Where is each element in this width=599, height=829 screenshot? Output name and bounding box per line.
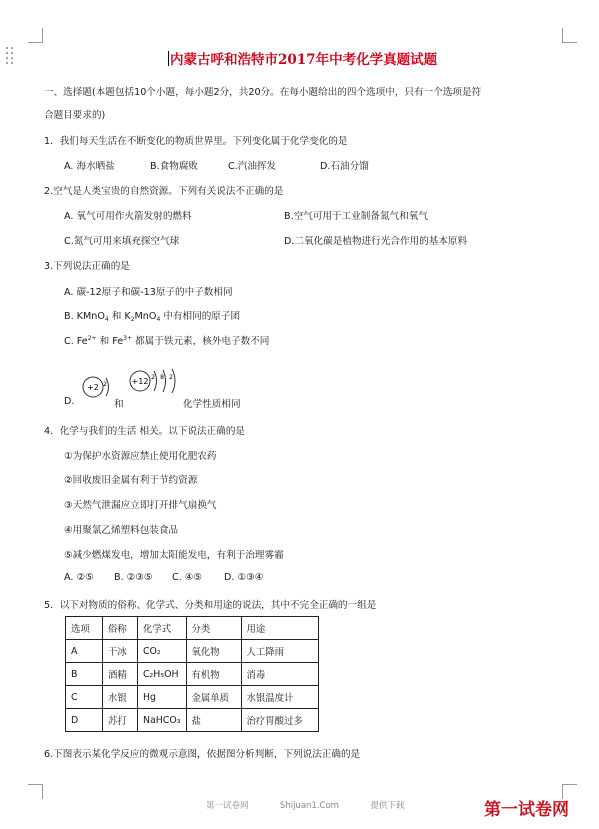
section-heading-line1: 一、选择题(本题包括10个小题，每小题2分，共20分。在每小题给出的四个选项中，只有一个选项是符 bbox=[44, 87, 482, 98]
atom2-shell3-label: 2 bbox=[169, 374, 173, 381]
document-title bbox=[168, 48, 468, 68]
q3-c-sup2: 3+ bbox=[123, 335, 133, 342]
table-row bbox=[66, 663, 319, 686]
table-header-row bbox=[66, 617, 319, 640]
q4-options bbox=[64, 572, 263, 583]
q3-b-pre: B. KMnO bbox=[64, 311, 105, 322]
atom2-shell2-label: 8 bbox=[160, 374, 164, 381]
q3-b-sub1: 4 bbox=[104, 316, 109, 323]
q2-option-a: A. 氧气可用作火箭发射的燃料 bbox=[64, 211, 192, 222]
q3-option-b bbox=[64, 308, 240, 323]
table-cell: 苏打 bbox=[103, 709, 138, 732]
page-footer bbox=[206, 799, 404, 811]
table-row bbox=[66, 640, 319, 663]
table-cell: NaHCO₃ bbox=[138, 709, 187, 732]
q3-option-d-text: 化学性质相同 bbox=[183, 399, 241, 410]
text-cursor bbox=[168, 51, 169, 66]
q3-option-d-and: 和 bbox=[114, 399, 124, 410]
q3-c-sup1: 2+ bbox=[87, 335, 97, 342]
table-cell: 人工降雨 bbox=[241, 640, 318, 663]
crop-mark-top-right bbox=[562, 28, 577, 43]
q3-option-c bbox=[64, 333, 269, 347]
table-cell: 干冰 bbox=[103, 640, 138, 663]
atom1-nucleus-label: +2 bbox=[87, 383, 99, 392]
table-header-cell: 选项 bbox=[66, 617, 103, 640]
q4-item-3: ③天然气泄漏应立即打开排气扇换气 bbox=[64, 500, 217, 511]
drag-handle-icon[interactable] bbox=[6, 47, 16, 67]
q4-item-4: ④用聚氯乙烯塑料包装食品 bbox=[64, 525, 179, 536]
q2-option-c: C.氮气可用来填充探空气球 bbox=[64, 236, 180, 247]
table-cell: 有机物 bbox=[186, 663, 241, 686]
footer-right: 提供下载 bbox=[370, 801, 405, 811]
q3-b-mid: 和 K bbox=[108, 311, 131, 322]
atom1-shell-label: 2 bbox=[103, 381, 107, 388]
q4-option-d: D. ①③④ bbox=[224, 572, 264, 583]
table-header-cell: 化学式 bbox=[138, 617, 187, 640]
q6-stem: 6.下图表示某化学反应的微观示意图，依据图分析判断，下列说法正确的是 bbox=[44, 749, 361, 760]
table-cell: 水银温度计 bbox=[241, 686, 318, 709]
q1-option-b: B.食物腐败 bbox=[150, 161, 199, 172]
title-text: 内蒙古呼和浩特市2017年中考化学真题试题 bbox=[170, 52, 438, 68]
q3-b-mid2: MnO bbox=[134, 311, 157, 322]
q5-table bbox=[65, 616, 319, 732]
table-cell: 金属单质 bbox=[186, 686, 241, 709]
q4-stem: 4．化学与我们的生活 相关。以下说法正确的是 bbox=[44, 426, 246, 437]
q3-stem: 3.下列说法正确的是 bbox=[44, 261, 130, 272]
table-cell: C bbox=[66, 686, 103, 709]
table-header-cell: 用途 bbox=[241, 617, 318, 640]
table-cell: Hg bbox=[138, 686, 187, 709]
table-cell: 氧化物 bbox=[186, 640, 241, 663]
q3-b-sub3: 4 bbox=[156, 316, 161, 323]
q2-stem: 2.空气是人类宝贵的自然资源。下列有关说法不正确的是 bbox=[44, 186, 284, 197]
q4-option-c: C. ④⑤ bbox=[172, 572, 202, 583]
table-header-cell: 俗称 bbox=[103, 617, 138, 640]
footer-link[interactable]: Shijuan1.Com bbox=[279, 801, 339, 811]
q4-item-2: ②回收废旧金属有利于节约资源 bbox=[64, 475, 198, 486]
table-cell: 盐 bbox=[186, 709, 241, 732]
q3-option-d-label: D. bbox=[64, 396, 75, 407]
watermark-logo: 第一试卷网 bbox=[484, 800, 569, 820]
q3-c-mid: 和 Fe bbox=[96, 336, 124, 347]
q3-b-sub2: 2 bbox=[130, 316, 135, 323]
crop-mark-bottom-left bbox=[28, 784, 43, 799]
table-cell: D bbox=[66, 709, 103, 732]
q3-b-post: 中有相同的原子团 bbox=[160, 311, 241, 322]
q4-item-1: ①为保护水资源应禁止使用化肥农药 bbox=[64, 451, 217, 462]
atom-diagram-magnesium bbox=[124, 366, 184, 400]
atom2-shell1-label: 2 bbox=[151, 374, 155, 381]
q3-c-pre: C. Fe bbox=[64, 336, 88, 347]
footer-left: 第一试卷网 bbox=[206, 801, 249, 811]
q2-option-b: B.空气可用于工业制备氮气和氧气 bbox=[284, 211, 428, 222]
table-cell: 消毒 bbox=[241, 663, 318, 686]
q1-option-c: C.汽油挥发 bbox=[228, 161, 277, 172]
q3-option-a: A. 碳-12原子和碳-13原子的中子数相同 bbox=[64, 287, 233, 298]
section-heading-line2: 合题目要求的) bbox=[44, 110, 106, 121]
table-row bbox=[66, 709, 319, 732]
q2-option-d: D.二氧化碳是植物进行光合作用的基本原料 bbox=[284, 236, 468, 247]
q1-stem: 1．我们每天生活在不断变化的物质世界里。下列变化属于化学变化的是 bbox=[44, 136, 348, 147]
q5-stem: 5．以下对物质的俗称、化学式、分类和用途的说法，其中不完全正确的一组是 bbox=[44, 600, 377, 611]
table-header-cell: 分类 bbox=[186, 617, 241, 640]
q3-c-post: 都属于铁元素，核外电子数不同 bbox=[132, 336, 270, 347]
table-cell: C₂H₅OH bbox=[138, 663, 187, 686]
table-cell: B bbox=[66, 663, 103, 686]
q1-option-a: A. 海水晒盐 bbox=[64, 161, 115, 172]
table-cell: 治疗胃酸过多 bbox=[241, 709, 318, 732]
q1-options bbox=[64, 158, 369, 172]
q4-option-a: A. ②⑤ bbox=[64, 572, 94, 583]
q4-item-5: ⑤减少燃煤发电，增加太阳能发电，有利于治理雾霾 bbox=[64, 550, 284, 561]
q1-option-d: D.石油分馏 bbox=[320, 161, 369, 172]
table-cell: A bbox=[66, 640, 103, 663]
atom-diagram-helium bbox=[80, 372, 116, 402]
crop-mark-top-left bbox=[28, 28, 43, 43]
atom2-nucleus-label: +12 bbox=[131, 377, 149, 386]
table-cell: 酒精 bbox=[103, 663, 138, 686]
table-cell: CO₂ bbox=[138, 640, 187, 663]
q4-option-b: B. ②③⑤ bbox=[114, 572, 153, 583]
table-row bbox=[66, 686, 319, 709]
table-cell: 水银 bbox=[103, 686, 138, 709]
